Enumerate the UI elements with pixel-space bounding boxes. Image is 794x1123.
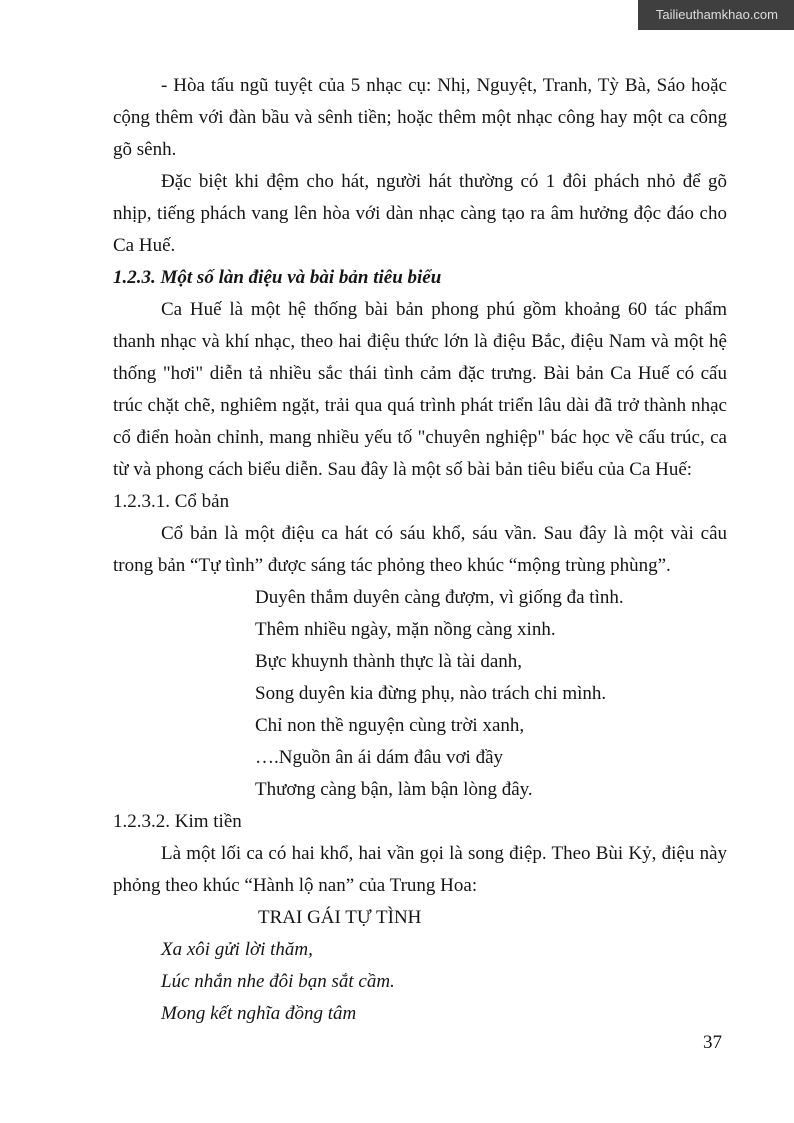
verse-line: Lúc nhắn nhe đôi bạn sắt cầm. (161, 971, 395, 992)
verse-line: Bực khuynh thành thực là tài danh, (255, 651, 523, 672)
paragraph-dac-biet: Đặc biệt khi đệm cho hát, người hát thường có 1 đôi phách nhỏ để gõ nhịp, tiếng phách vang lên hòa với dàn nhạc càng tạo ra âm hưởng độc đáo cho Ca Huế. (113, 171, 727, 256)
verse-line: Thương càng bận, làm bận lòng đây. (255, 779, 533, 800)
verse-line: Thêm nhiều ngày, mặn nồng càng xinh. (255, 619, 556, 640)
section-heading-123: 1.2.3. Một số làn điệu và bài bản tiêu biểu (113, 267, 442, 288)
section-heading-1231: 1.2.3.1. Cổ bản (113, 491, 230, 512)
paragraph-hoa-tau: - Hòa tấu ngũ tuyệt của 5 nhạc cụ: Nhị, Nguyệt, Tranh, Tỳ Bà, Sáo hoặc cộng thêm với đàn bầu và sênh tiền; hoặc thêm một nhạc công hay một ca công gõ sênh. (113, 75, 727, 160)
verse-line: ….Nguồn ân ái dám đâu vơi đầy (255, 747, 504, 768)
section-heading-1232: 1.2.3.2. Kim tiền (113, 811, 242, 832)
verse-line: Chỉ non thề nguyện cùng trời xanh, (255, 715, 525, 736)
verse-title-trai-gai-tu-tinh: TRAI GÁI TỰ TÌNH (258, 907, 422, 928)
verse-block-hanh-lo-nan (113, 934, 727, 1030)
document-content (113, 70, 727, 1030)
paragraph-co-ban: Cổ bản là một điệu ca hát có sáu khổ, sáu vần. Sau đây là một vài câu trong bản “Tự tình” được sáng tác phỏng theo khúc “mộng trùng phùng”. (113, 523, 727, 576)
watermark: Tailieuthamkhao.com (638, 0, 794, 30)
verse-line: Song duyên kia đừng phụ, nào trách chi mình. (255, 683, 607, 704)
verse-block-tu-tinh (113, 582, 727, 806)
paragraph-kim-tien: Là một lối ca có hai khổ, hai vần gọi là song điệp. Theo Bùi Kỷ, điệu này phỏng theo khúc “Hành lộ nan” của Trung Hoa: (113, 843, 727, 896)
paragraph-ca-hue-he-thong: Ca Huế là một hệ thống bài bản phong phú gồm khoảng 60 tác phẩm thanh nhạc và khí nhạc, theo hai điệu thức lớn là điệu Bắc, điệu Nam và một hệ thống "hơi" diễn tả nhiều sắc thái tình cảm đặc trưng. Bài bản Ca Huế có cấu trúc chặt chẽ, nghiêm ngặt, trải qua quá trình phát triển lâu dài đã trở thành nhạc cổ điển hoàn chỉnh, mang nhiều yếu tố "chuyên nghiệp" bác học về cấu trúc, ca từ và phong cách biểu diễn. Sau đây là một số bài bản tiêu biểu của Ca Huế: (113, 299, 727, 480)
page-number: 37 (703, 1032, 722, 1053)
verse-line: Duyên thắm duyên càng đượm, vì giống đa tình. (255, 587, 624, 608)
verse-line: Mong kết nghĩa đồng tâm (161, 1003, 357, 1024)
verse-line: Xa xôi gửi lời thăm, (161, 939, 313, 960)
